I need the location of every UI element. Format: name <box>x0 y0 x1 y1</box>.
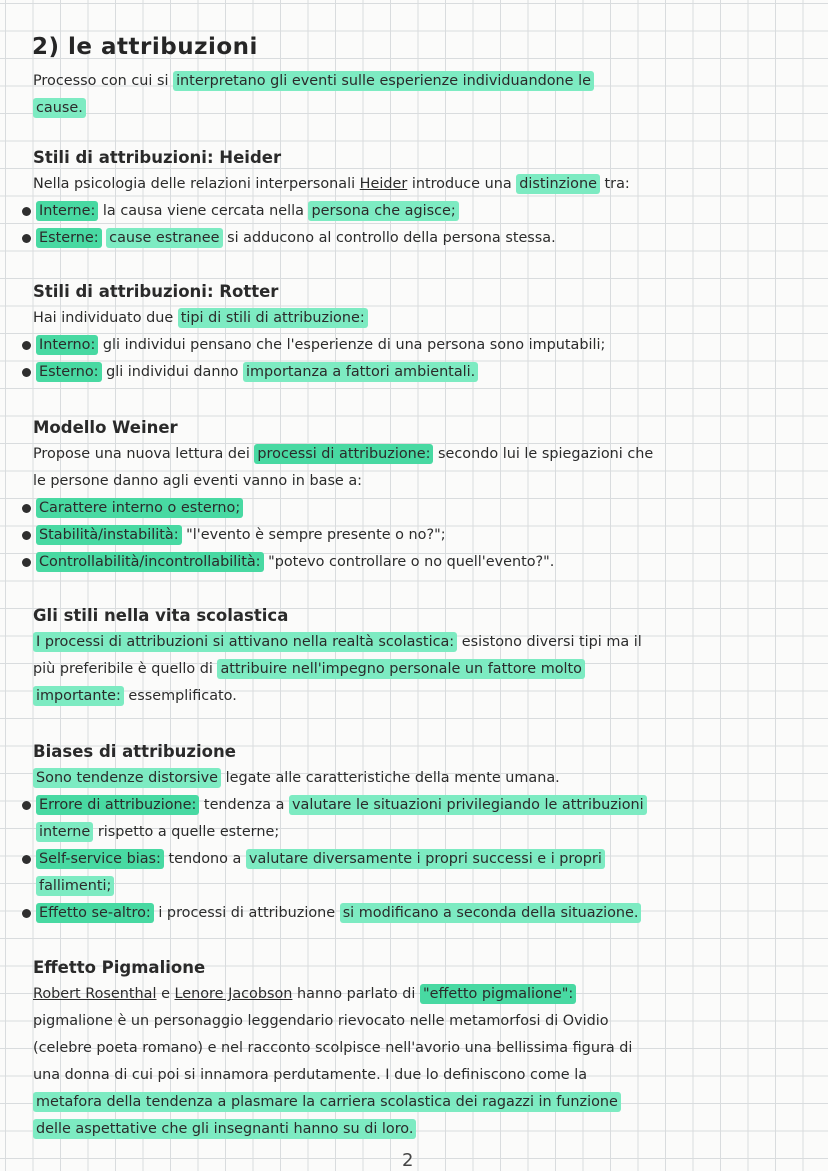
highlight-term: Effetto se-altro: <box>36 903 154 923</box>
text: Propose una nuova lettura dei <box>33 446 255 462</box>
highlight: distinzione <box>516 174 600 194</box>
highlight: persona che agisce; <box>308 201 458 221</box>
text: introduce una <box>407 176 517 192</box>
section-heading: Stili di attribuzioni: Rotter <box>33 282 279 301</box>
highlight: Sono tendenze distorsive <box>33 768 221 788</box>
page-title: 2) le attribuzioni <box>32 34 258 60</box>
text: Nella psicologia delle relazioni interpersonali <box>33 176 360 192</box>
underlined-name: Robert Rosenthal <box>33 986 157 1002</box>
highlight: si modificano a seconda della situazione. <box>340 903 642 923</box>
biases-section <box>30 742 800 927</box>
highlight-term: Interno: <box>36 335 98 355</box>
text: "l'evento è sempre presente o no?"; <box>181 527 446 543</box>
pigmalione-line-1 <box>33 981 800 1008</box>
highlight-term: Controllabilità/incontrollabilità: <box>36 552 264 572</box>
section-heading: Biases di attribuzione <box>33 742 236 761</box>
intro-line-1 <box>33 68 800 95</box>
weiner-line-1 <box>33 441 800 468</box>
highlight: I processi di attribuzioni si attivano nella realtà scolastica: <box>33 632 457 652</box>
highlight-term: Errore di attribuzione: <box>36 795 199 815</box>
text: tendenza a <box>199 797 289 813</box>
highlight: interne <box>36 822 93 842</box>
intro-section <box>30 68 800 122</box>
bullet-item <box>33 549 800 576</box>
highlight: attribuire nell'impegno personale un fattore molto <box>217 659 585 679</box>
bullet-item <box>33 225 800 252</box>
bullet-item <box>33 900 800 927</box>
highlight: cause estranee <box>106 228 222 248</box>
bullet-item <box>33 846 800 873</box>
highlight-term: Carattere interno o esterno; <box>36 498 243 518</box>
bullet-continuation <box>33 873 800 900</box>
heider-line-1 <box>33 171 800 198</box>
highlight-term: Stabilità/instabilità: <box>36 525 182 545</box>
text: esistono diversi tipi ma il <box>457 634 642 650</box>
highlight: delle aspettative che gli insegnanti hanno su di loro. <box>33 1119 416 1139</box>
text: più preferibile è quello di <box>33 661 218 677</box>
text: la causa viene cercata nella <box>98 203 309 219</box>
scolastica-section <box>30 606 800 710</box>
pigmalione-line-4: una donna di cui poi si innamora perdutamente. I due lo definiscono come la <box>33 1067 588 1083</box>
text: secondo lui le spiegazioni che <box>433 446 654 462</box>
bullet-item <box>33 522 800 549</box>
bullet-item <box>33 792 800 819</box>
section-heading: Gli stili nella vita scolastica <box>33 606 289 625</box>
highlight: "effetto pigmalione": <box>420 984 576 1004</box>
text: si adducono al controllo della persona stessa. <box>222 230 556 246</box>
bullet-item <box>33 495 800 522</box>
pigmalione-line-5 <box>33 1089 800 1116</box>
highlight: metafora della tendenza a plasmare la carriera scolastica dei ragazzi in funzione <box>33 1092 621 1112</box>
highlight: interpretano gli eventi sulle esperienze individuandone le <box>173 71 594 91</box>
scolastica-line-1 <box>33 629 800 656</box>
pigmalione-line-6 <box>33 1116 800 1143</box>
text: Hai individuato due <box>33 310 178 326</box>
section-heading: Modello Weiner <box>33 418 178 437</box>
highlight: tipi di stili di attribuzione: <box>178 308 368 328</box>
text: tra: <box>599 176 630 192</box>
rotter-section <box>30 282 800 386</box>
pigmalione-line-3: (celebre poeta romano) e nel racconto scolpisce nell'avorio una bellissima figura di <box>33 1040 633 1056</box>
text: e <box>156 986 175 1002</box>
text: tendono a <box>163 851 246 867</box>
section-heading: Stili di attribuzioni: Heider <box>33 148 282 167</box>
underlined-name: Heider <box>359 176 408 192</box>
highlight-term: Esterne: <box>36 228 102 248</box>
weiner-section <box>30 418 800 576</box>
page-number: 2 <box>402 1150 414 1171</box>
highlight: processi di attribuzione: <box>254 444 433 464</box>
pigmalione-section <box>30 958 800 1143</box>
text: "potevo controllare o no quell'evento?". <box>263 554 555 570</box>
text: gli individui pensano che l'esperienze di una persona sono imputabili; <box>98 337 606 353</box>
underlined-name: Lenore Jacobson <box>174 986 293 1002</box>
text: i processi di attribuzione <box>153 905 340 921</box>
pigmalione-line-2: pigmalione è un personaggio leggendario rievocato nelle metamorfosi di Ovidio <box>33 1013 609 1029</box>
bullet-item <box>33 332 800 359</box>
text: Processo con cui si <box>33 73 174 89</box>
scolastica-line-3 <box>33 683 800 710</box>
section-heading: Effetto Pigmalione <box>33 958 206 977</box>
highlight: fallimenti; <box>36 876 114 896</box>
intro-line-2 <box>33 95 800 122</box>
highlight-term: Self-service bias: <box>36 849 164 869</box>
highlight: importanza a fattori ambientali. <box>243 362 478 382</box>
highlight: valutare diversamente i propri successi e i propri <box>246 849 605 869</box>
text: hanno parlato di <box>292 986 420 1002</box>
weiner-line-2: le persone danno agli eventi vanno in base a: <box>33 473 363 489</box>
bullet-item <box>33 359 800 386</box>
scolastica-line-2 <box>33 656 800 683</box>
biases-line-1 <box>33 765 800 792</box>
text: essemplificato. <box>123 688 237 704</box>
highlight: cause. <box>33 98 86 118</box>
text: legate alle caratteristiche della mente umana. <box>221 770 560 786</box>
highlight: valutare le situazioni privilegiando le attribuzioni <box>289 795 647 815</box>
text: rispetto a quelle esterne; <box>93 824 280 840</box>
text: gli individui danno <box>101 364 243 380</box>
heider-section <box>30 148 800 252</box>
bullet-continuation <box>33 819 800 846</box>
highlight: importante: <box>33 686 124 706</box>
bullet-item <box>33 198 800 225</box>
highlight-term: Esterno: <box>36 362 102 382</box>
highlight-term: Interne: <box>36 201 98 221</box>
rotter-line-1 <box>33 305 800 332</box>
